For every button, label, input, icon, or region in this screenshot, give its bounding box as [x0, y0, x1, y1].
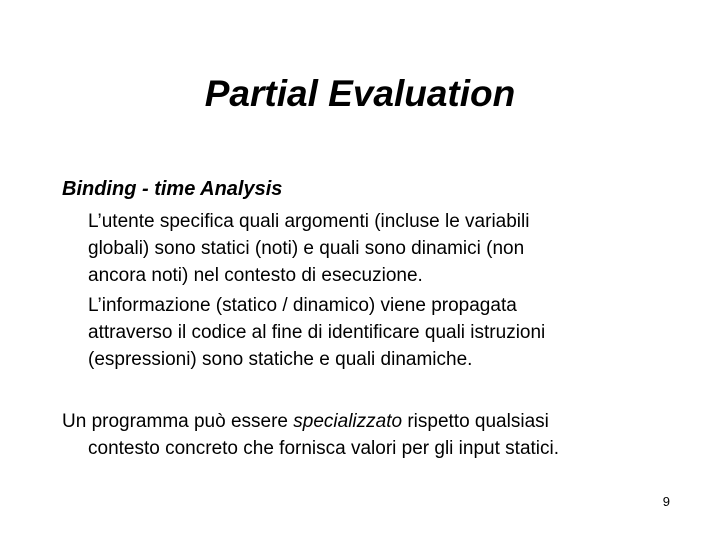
- paragraph-line: L’utente specifica quali argomenti (incluse le variabili: [88, 211, 530, 232]
- paragraph-user-specifies: [62, 208, 688, 289]
- paragraph-line: globali) sono statici (noti) e quali sono dinamici (non: [88, 238, 525, 259]
- paragraph-line: L’informazione (statico / dinamico) viene propagata: [88, 295, 517, 316]
- paragraph-line: (espressioni) sono statiche e quali dinamiche.: [88, 349, 473, 370]
- paragraph-line: contesto concreto che fornisca valori per gli input statici.: [88, 438, 560, 459]
- section-heading: Binding - time Analysis: [62, 178, 283, 200]
- paragraph-line: attraverso il codice al fine di identificare quali istruzioni: [88, 322, 546, 343]
- paragraph-line: [62, 408, 662, 435]
- emphasized-word: specializzato: [293, 411, 403, 432]
- text-run: rispetto qualsiasi: [402, 411, 549, 432]
- page-number: 9: [662, 494, 670, 509]
- paragraph-information-propagated: [62, 292, 688, 373]
- slide-title: Partial Evaluation: [204, 73, 516, 114]
- text-run: Un programma può essere: [62, 411, 294, 432]
- paragraph-line: ancora noti) nel contesto di esecuzione.: [88, 265, 423, 286]
- paragraph-program-specialized: [62, 408, 662, 462]
